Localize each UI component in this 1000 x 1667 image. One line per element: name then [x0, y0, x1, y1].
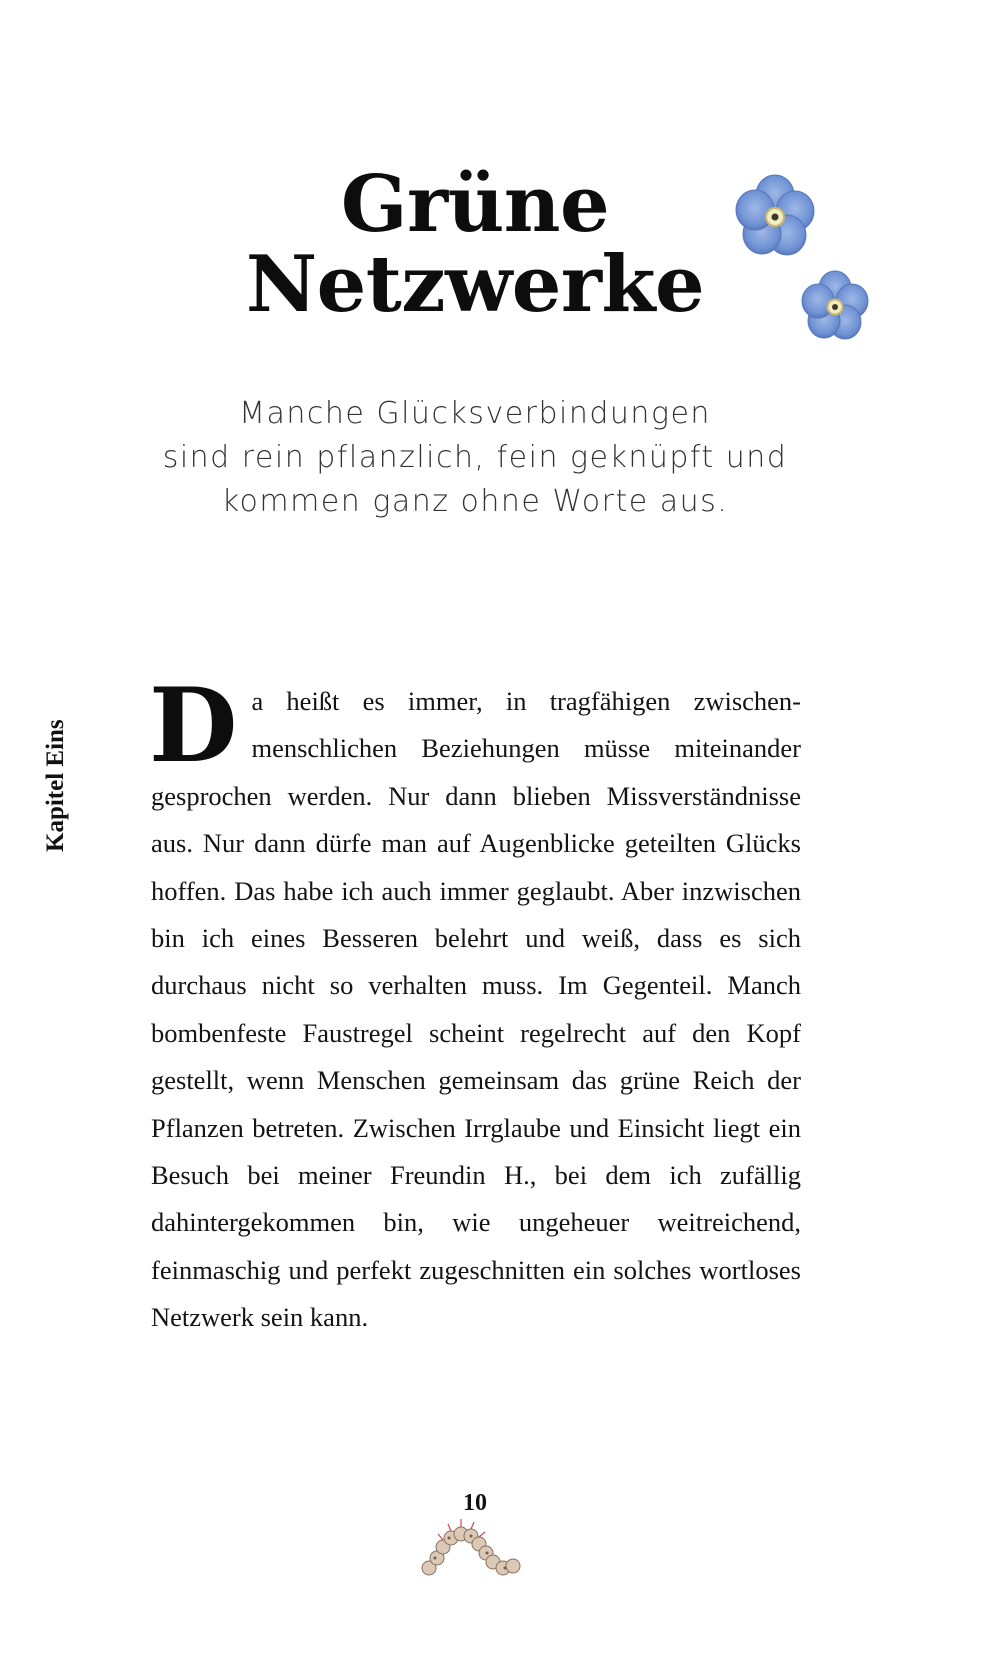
chapter-title-line-2: Netzwerke: [245, 239, 705, 330]
chapter-subtitle-line-2: sind rein pflanzlich, fein geknüpft und: [162, 440, 788, 475]
page-number: 10: [463, 1490, 487, 1516]
flower-large-icon: [736, 175, 814, 255]
forget-me-not-flowers-illustration: [730, 170, 890, 370]
chapter-title-line-1: Grüne: [340, 159, 610, 250]
chapter-subtitle-line-1: Manche Glücksverbindungen: [239, 396, 711, 431]
chapter-side-label: Kapitel Eins: [42, 719, 69, 852]
body-paragraph-text: a heißt es immer, in tragfähigen zwischenmenschlichen Beziehungen müsse miteinander gesprochen werden. Nur dann blieben Missverständnisse aus. Nur dann dürfe man auf Augenblicke geteilten Glücks hoffen. Das habe ich auch immer geglaubt. Aber inzwischen bin ich eines Besseren belehrt und weiß, dass es sich durchaus nicht so verhalten muss. Im Gegenteil. Manch bombenfeste Faustregel scheint regelrecht auf den Kopf gestellt, wenn Menschen gemeinsam das grüne Reich der Pflanzen betreten. Zwischen Irrglaube und Einsicht liegt ein Besuch bei meiner Freundin H., bei dem ich zufällig dahintergekommen bin, wie ungeheuer weitreichend, feinmaschig und perfekt zugeschnitten ein solches wortloses Netzwerk sein kann.: [151, 686, 801, 1333]
chapter-subtitle: [0, 392, 950, 524]
chapter-subtitle-line-3: kommen ganz ohne Worte aus.: [221, 484, 729, 519]
flower-small-icon: [802, 271, 868, 339]
caterpillar-illustration: [415, 1506, 525, 1586]
body-paragraph: [149, 666, 801, 1342]
drop-cap: D: [149, 666, 238, 786]
